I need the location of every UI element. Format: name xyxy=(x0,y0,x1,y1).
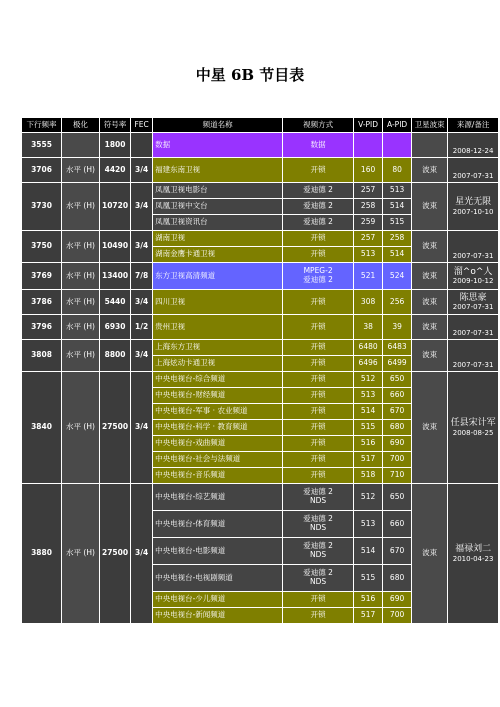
beam-cell: 波束 xyxy=(412,315,448,340)
polarization-cell: 水平 (H) xyxy=(62,290,100,315)
apid-cell: 660 xyxy=(383,511,412,538)
polarization-cell: 水平 (H) xyxy=(62,158,100,183)
fec-cell: 3/4 xyxy=(131,183,153,231)
video-mode-cell: 开锁 xyxy=(283,247,354,263)
channel-name-cell: 中央电视台-军事 · 农业频道 xyxy=(153,404,283,420)
apid-cell xyxy=(383,133,412,158)
video-mode-cell: 开锁 xyxy=(283,436,354,452)
note-date: 2008-08-25 xyxy=(452,428,494,437)
apid-cell: 710 xyxy=(383,468,412,484)
vpid-cell: 513 xyxy=(354,388,383,404)
beam-cell: 波束 xyxy=(412,372,448,484)
polarization-cell: 水平 (H) xyxy=(62,340,100,372)
source-note-cell xyxy=(448,133,499,158)
source-note-cell xyxy=(448,315,499,340)
beam-cell: 波束 xyxy=(412,340,448,372)
beam-cell: 波束 xyxy=(412,484,448,624)
symbol-rate-cell: 6930 xyxy=(100,315,131,340)
channel-table xyxy=(21,117,499,624)
channel-name-cell: 中央电视台-音乐频道 xyxy=(153,468,283,484)
header-fec: FEC xyxy=(131,118,153,133)
table-row xyxy=(22,484,499,511)
channel-name-cell: 凤凰卫视资讯台 xyxy=(153,215,283,231)
vpid-cell: 514 xyxy=(354,538,383,565)
vpid-cell: 513 xyxy=(354,247,383,263)
beam-cell: 波束 xyxy=(412,263,448,290)
source-note-cell xyxy=(448,263,499,290)
beam-cell: 波束 xyxy=(412,231,448,263)
apid-cell: 6499 xyxy=(383,356,412,372)
channel-name-cell: 湖南卫视 xyxy=(153,231,283,247)
frequency-cell: 3555 xyxy=(22,133,62,158)
beam-cell: 波束 xyxy=(412,158,448,183)
vpid-cell: 517 xyxy=(354,608,383,624)
video-mode-cell: 爱迪德 2 xyxy=(283,183,354,199)
video-mode-cell: 开锁 xyxy=(283,468,354,484)
vpid-cell: 258 xyxy=(354,199,383,215)
video-mode-cell: 开锁 xyxy=(283,315,354,340)
note-author: 福禄刘二 xyxy=(455,544,492,555)
vpid-cell: 518 xyxy=(354,468,383,484)
symbol-rate-cell: 4420 xyxy=(100,158,131,183)
vpid-cell: 515 xyxy=(354,565,383,592)
source-note-cell xyxy=(448,183,499,231)
video-mode-cell: 开锁 xyxy=(283,158,354,183)
apid-cell: 700 xyxy=(383,608,412,624)
header-source-note: 来源/备注 xyxy=(448,118,499,133)
frequency-cell: 3786 xyxy=(22,290,62,315)
table-row xyxy=(22,372,499,388)
apid-cell: 524 xyxy=(383,263,412,290)
vpid-cell: 38 xyxy=(354,315,383,340)
polarization-cell: 水平 (H) xyxy=(62,372,100,484)
header-symbol-rate: 符号率 xyxy=(100,118,131,133)
header-row xyxy=(22,118,499,133)
source-note-cell xyxy=(448,372,499,484)
note-author: 溜^o^人 xyxy=(453,266,493,277)
apid-cell: 258 xyxy=(383,231,412,247)
video-mode-cell: 开锁 xyxy=(283,231,354,247)
note-date: 2007-07-31 xyxy=(452,303,494,312)
apid-cell: 256 xyxy=(383,290,412,315)
video-mode-cell: 数据 xyxy=(283,133,354,158)
apid-cell: 650 xyxy=(383,372,412,388)
vpid-cell: 259 xyxy=(354,215,383,231)
symbol-rate-cell: 10720 xyxy=(100,183,131,231)
table-row xyxy=(22,183,499,199)
symbol-rate-cell: 13400 xyxy=(100,263,131,290)
video-mode-cell: 开锁 xyxy=(283,356,354,372)
fec-cell: 3/4 xyxy=(131,158,153,183)
symbol-rate-cell: 27500 xyxy=(100,484,131,624)
header-apid: A-PID xyxy=(383,118,412,133)
table-row xyxy=(22,231,499,247)
channel-name-cell: 东方卫视高清频道 xyxy=(153,263,283,290)
channel-name-cell: 湖南金鹰卡通卫视 xyxy=(153,247,283,263)
video-mode-cell: 开锁 xyxy=(283,452,354,468)
header-beam: 卫星波束 xyxy=(412,118,448,133)
polarization-cell: 水平 (H) xyxy=(62,231,100,263)
channel-name-cell: 中央电视台-科学 · 教育频道 xyxy=(153,420,283,436)
header-polarization: 极化 xyxy=(62,118,100,133)
channel-name-cell: 凤凰卫视电影台 xyxy=(153,183,283,199)
frequency-cell: 3750 xyxy=(22,231,62,263)
apid-cell: 515 xyxy=(383,215,412,231)
vpid-cell: 515 xyxy=(354,420,383,436)
apid-cell: 670 xyxy=(383,404,412,420)
fec-cell xyxy=(131,133,153,158)
video-mode-cell: 开锁 xyxy=(283,420,354,436)
table-row xyxy=(22,315,499,340)
symbol-rate-cell: 27500 xyxy=(100,372,131,484)
vpid-cell: 160 xyxy=(354,158,383,183)
symbol-rate-cell: 1800 xyxy=(100,133,131,158)
frequency-cell: 3880 xyxy=(22,484,62,624)
polarization-cell: 水平 (H) xyxy=(62,263,100,290)
channel-name-cell: 数据 xyxy=(153,133,283,158)
channel-name-cell: 凤凰卫视中文台 xyxy=(153,199,283,215)
source-note-cell xyxy=(448,158,499,183)
video-mode-cell: 开锁 xyxy=(283,404,354,420)
channel-name-cell: 中央电视台-财经频道 xyxy=(153,388,283,404)
source-note-cell xyxy=(448,340,499,372)
fec-cell: 3/4 xyxy=(131,484,153,624)
source-note-cell xyxy=(448,231,499,263)
vpid-cell: 517 xyxy=(354,452,383,468)
channel-name-cell: 福建东南卫视 xyxy=(153,158,283,183)
channel-name-cell: 中央电视台-新闻频道 xyxy=(153,608,283,624)
fec-cell: 3/4 xyxy=(131,372,153,484)
video-mode-cell: 爱迪德 2 NDS xyxy=(283,565,354,592)
beam-cell xyxy=(412,133,448,158)
symbol-rate-cell: 10490 xyxy=(100,231,131,263)
vpid-cell: 257 xyxy=(354,183,383,199)
channel-name-cell: 中央电视台-体育频道 xyxy=(153,511,283,538)
table-body xyxy=(22,118,499,624)
channel-name-cell: 中央电视台-电视剧频道 xyxy=(153,565,283,592)
frequency-cell: 3769 xyxy=(22,263,62,290)
video-mode-cell: MPEG-2 爱迪德 2 xyxy=(283,263,354,290)
note-date: 2007-07-31 xyxy=(452,171,494,180)
frequency-cell: 3706 xyxy=(22,158,62,183)
note-date: 2007-07-31 xyxy=(452,360,494,369)
channel-name-cell: 中央电视台-少儿频道 xyxy=(153,592,283,608)
vpid-cell: 516 xyxy=(354,436,383,452)
apid-cell: 80 xyxy=(383,158,412,183)
fec-cell: 3/4 xyxy=(131,290,153,315)
vpid-cell: 521 xyxy=(354,263,383,290)
beam-cell: 波束 xyxy=(412,290,448,315)
header-freq: 下行频率 xyxy=(22,118,62,133)
polarization-cell: 水平 (H) xyxy=(62,315,100,340)
note-author: 陈思豪 xyxy=(459,292,487,303)
note-date: 2009-10-12 xyxy=(452,277,494,286)
note-date: 2007-07-31 xyxy=(452,251,494,260)
note-author: 星光无限 xyxy=(455,197,492,208)
apid-cell: 650 xyxy=(383,484,412,511)
note-date: 2007-07-31 xyxy=(452,328,494,337)
vpid-cell: 516 xyxy=(354,592,383,608)
channel-name-cell: 中央电视台-综艺频道 xyxy=(153,484,283,511)
table-row xyxy=(22,263,499,290)
video-mode-cell: 爱迪德 2 NDS xyxy=(283,511,354,538)
vpid-cell: 6496 xyxy=(354,356,383,372)
vpid-cell: 6480 xyxy=(354,340,383,356)
fec-cell: 1/2 xyxy=(131,315,153,340)
note-date: 2008-12-24 xyxy=(452,146,494,155)
polarization-cell: 水平 (H) xyxy=(62,484,100,624)
apid-cell: 680 xyxy=(383,420,412,436)
table-row xyxy=(22,340,499,356)
header-video-mode: 视频方式 xyxy=(283,118,354,133)
vpid-cell xyxy=(354,133,383,158)
frequency-cell: 3808 xyxy=(22,340,62,372)
note-author: 任县宋计军 xyxy=(450,418,496,429)
source-note-cell xyxy=(448,290,499,315)
channel-name-cell: 中央电视台-社会与法频道 xyxy=(153,452,283,468)
apid-cell: 670 xyxy=(383,538,412,565)
note-date: 2010-04-23 xyxy=(452,554,494,563)
symbol-rate-cell: 8800 xyxy=(100,340,131,372)
polarization-cell: 水平 (H) xyxy=(62,183,100,231)
video-mode-cell: 爱迪德 2 NDS xyxy=(283,484,354,511)
video-mode-cell: 开锁 xyxy=(283,372,354,388)
note-date: 2007-10-10 xyxy=(452,207,494,216)
apid-cell: 6483 xyxy=(383,340,412,356)
frequency-cell: 3796 xyxy=(22,315,62,340)
video-mode-cell: 开锁 xyxy=(283,388,354,404)
vpid-cell: 308 xyxy=(354,290,383,315)
video-mode-cell: 开锁 xyxy=(283,340,354,356)
vpid-cell: 514 xyxy=(354,404,383,420)
channel-name-cell: 中央电视台-综合频道 xyxy=(153,372,283,388)
apid-cell: 700 xyxy=(383,452,412,468)
fec-cell: 7/8 xyxy=(131,263,153,290)
video-mode-cell: 开锁 xyxy=(283,592,354,608)
channel-name-cell: 四川卫视 xyxy=(153,290,283,315)
table-row xyxy=(22,158,499,183)
apid-cell: 513 xyxy=(383,183,412,199)
apid-cell: 514 xyxy=(383,199,412,215)
video-mode-cell: 爱迪德 2 xyxy=(283,215,354,231)
vpid-cell: 257 xyxy=(354,231,383,247)
channel-name-cell: 中央电视台-电影频道 xyxy=(153,538,283,565)
fec-cell: 3/4 xyxy=(131,231,153,263)
table-row xyxy=(22,133,499,158)
channel-name-cell: 贵州卫视 xyxy=(153,315,283,340)
header-channel-name: 频道名称 xyxy=(153,118,283,133)
vpid-cell: 512 xyxy=(354,372,383,388)
apid-cell: 660 xyxy=(383,388,412,404)
page-title: 中星 6B 节目表 xyxy=(195,66,305,84)
beam-cell: 波束 xyxy=(412,183,448,231)
apid-cell: 514 xyxy=(383,247,412,263)
apid-cell: 39 xyxy=(383,315,412,340)
apid-cell: 690 xyxy=(383,592,412,608)
frequency-cell: 3730 xyxy=(22,183,62,231)
fec-cell: 3/4 xyxy=(131,340,153,372)
channel-name-cell: 中央电视台-戏曲频道 xyxy=(153,436,283,452)
video-mode-cell: 爱迪德 2 xyxy=(283,199,354,215)
polarization-cell xyxy=(62,133,100,158)
video-mode-cell: 开锁 xyxy=(283,290,354,315)
video-mode-cell: 爱迪德 2 NDS xyxy=(283,538,354,565)
frequency-cell: 3840 xyxy=(22,372,62,484)
vpid-cell: 512 xyxy=(354,484,383,511)
channel-name-cell: 上海炫动卡通卫视 xyxy=(153,356,283,372)
vpid-cell: 513 xyxy=(354,511,383,538)
source-note-cell xyxy=(448,484,499,624)
header-vpid: V-PID xyxy=(354,118,383,133)
apid-cell: 680 xyxy=(383,565,412,592)
table-row xyxy=(22,290,499,315)
apid-cell: 690 xyxy=(383,436,412,452)
symbol-rate-cell: 5440 xyxy=(100,290,131,315)
video-mode-cell: 开锁 xyxy=(283,608,354,624)
channel-name-cell: 上海东方卫视 xyxy=(153,340,283,356)
